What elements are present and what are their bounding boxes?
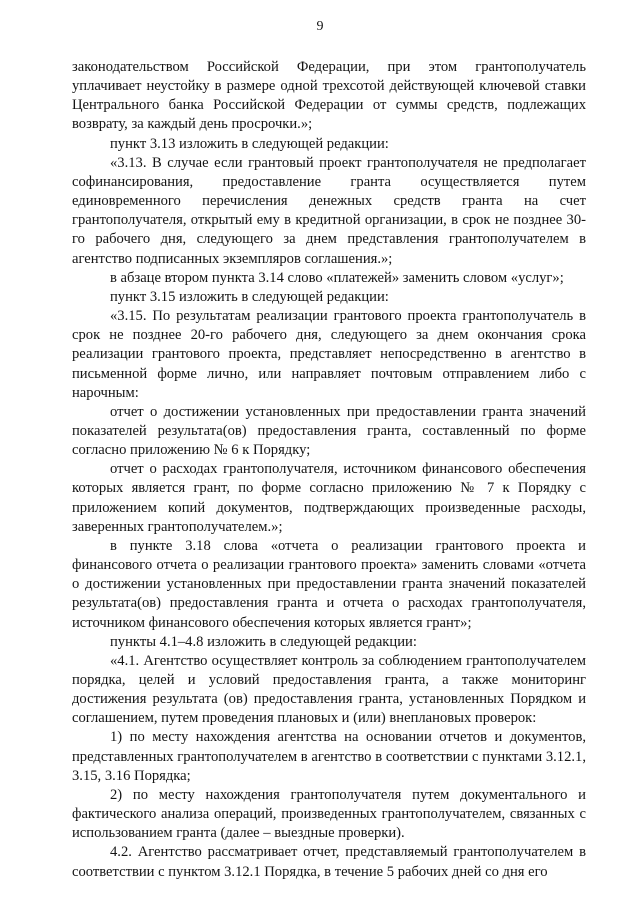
paragraph-report-expenses: отчет о расходах грантополучателя, источником финансового обеспечения которых является грант, по форме согласно приложению № 7 к Порядку с приложением копий документов, подтверждающих произведенные расходы, заверенных грантополучателем.»; xyxy=(72,461,586,535)
paragraph-item-4-2: 4.2. Агентство рассматривает отчет, представляемый грантополучателем в соответствии с пунктом 3.12.1 Порядка, в течение 5 рабочих дней со дня его xyxy=(72,844,586,880)
page-number: 9 xyxy=(316,19,324,34)
paragraph-report-results: отчет о достижении установленных при предоставлении гранта значений показателей результата(ов) предоставления гранта, составленный по форме согласно приложению № 6 к Порядку; xyxy=(72,403,586,459)
paragraph-item-3-14: в абзаце втором пункта 3.14 слово «платежей» заменить словом «услуг»; xyxy=(110,269,564,286)
paragraph-item-4-1-subitem-2: 2) по месту нахождения грантополучателя путем документального и фактического анализа операций, произведенных грантополучателем, связанных с использованием гранта (далее – выездные проверки). xyxy=(72,786,586,842)
paragraph-item-3-18: в пункте 3.18 слова «отчета о реализации грантового проекта и финансового отчета о реализации грантового проекта» заменить словами «отчета о достижении установленных при предоставлении гранта значений показателей результата(ов) предоставления гранта и отчета о расходах грантополучателя, источником финансового обеспечения которых является грант»; xyxy=(72,537,586,631)
paragraph-continuation: законодательством Российской Федерации, при этом грантополучатель уплачивает неустойку в размере одной трехсотой действующей ключевой ставки Центрального банка Российской Федерации от суммы средств, подлежащих возврату, за каждый день просрочки.»; xyxy=(72,59,586,133)
paragraph-item-3-15-text: «3.15. По результатам реализации грантового проекта грантополучатель в срок не позднее 20-го рабочего дня, следующего за днем окончания срока реализации грантового проекта, представляет непосредственно в агентство в письменной форме лично, или направляет почтовым отправлением либо с нарочным: xyxy=(72,308,586,401)
paragraph-item-4-1-subitem-1: 1) по месту нахождения агентства на основании отчетов и документов, представленных грантополучателем в агентство в соответствии с пунктами 3.12.1, 3.15, 3.16 Порядка; xyxy=(72,729,586,784)
paragraph-item-3-13-heading: пункт 3.13 изложить в следующей редакции: xyxy=(110,135,389,152)
paragraph-item-4-1: «4.1. Агентство осуществляет контроль за соблюдением грантополучателем порядка, целей и условий предоставления гранта, а также мониторинг достижения результата (ов) предоставления гранта, установленных Порядком и соглашением, путем проведения плановых и (или) внеплановых проверок: xyxy=(72,652,586,727)
paragraph-item-3-15-heading: пункт 3.15 изложить в следующей редакции: xyxy=(110,288,389,305)
paragraph-item-3-13-text: «3.13. В случае если грантовый проект грантополучателя не предполагает софинансирования, предоставление гранта осуществляется путем единовременного перечисления денежных средств гранта на счет грантополучателя, открытый ему в кредитной организации, в срок не позднее 30-го рабочего дня, следующего за днем представления грантополучателем в агентство подписанных экземпляров соглашения.»; xyxy=(72,154,586,267)
paragraph-items-4-1-4-8-heading: пункты 4.1–4.8 изложить в следующей редакции: xyxy=(110,633,417,650)
document-body xyxy=(72,58,586,882)
